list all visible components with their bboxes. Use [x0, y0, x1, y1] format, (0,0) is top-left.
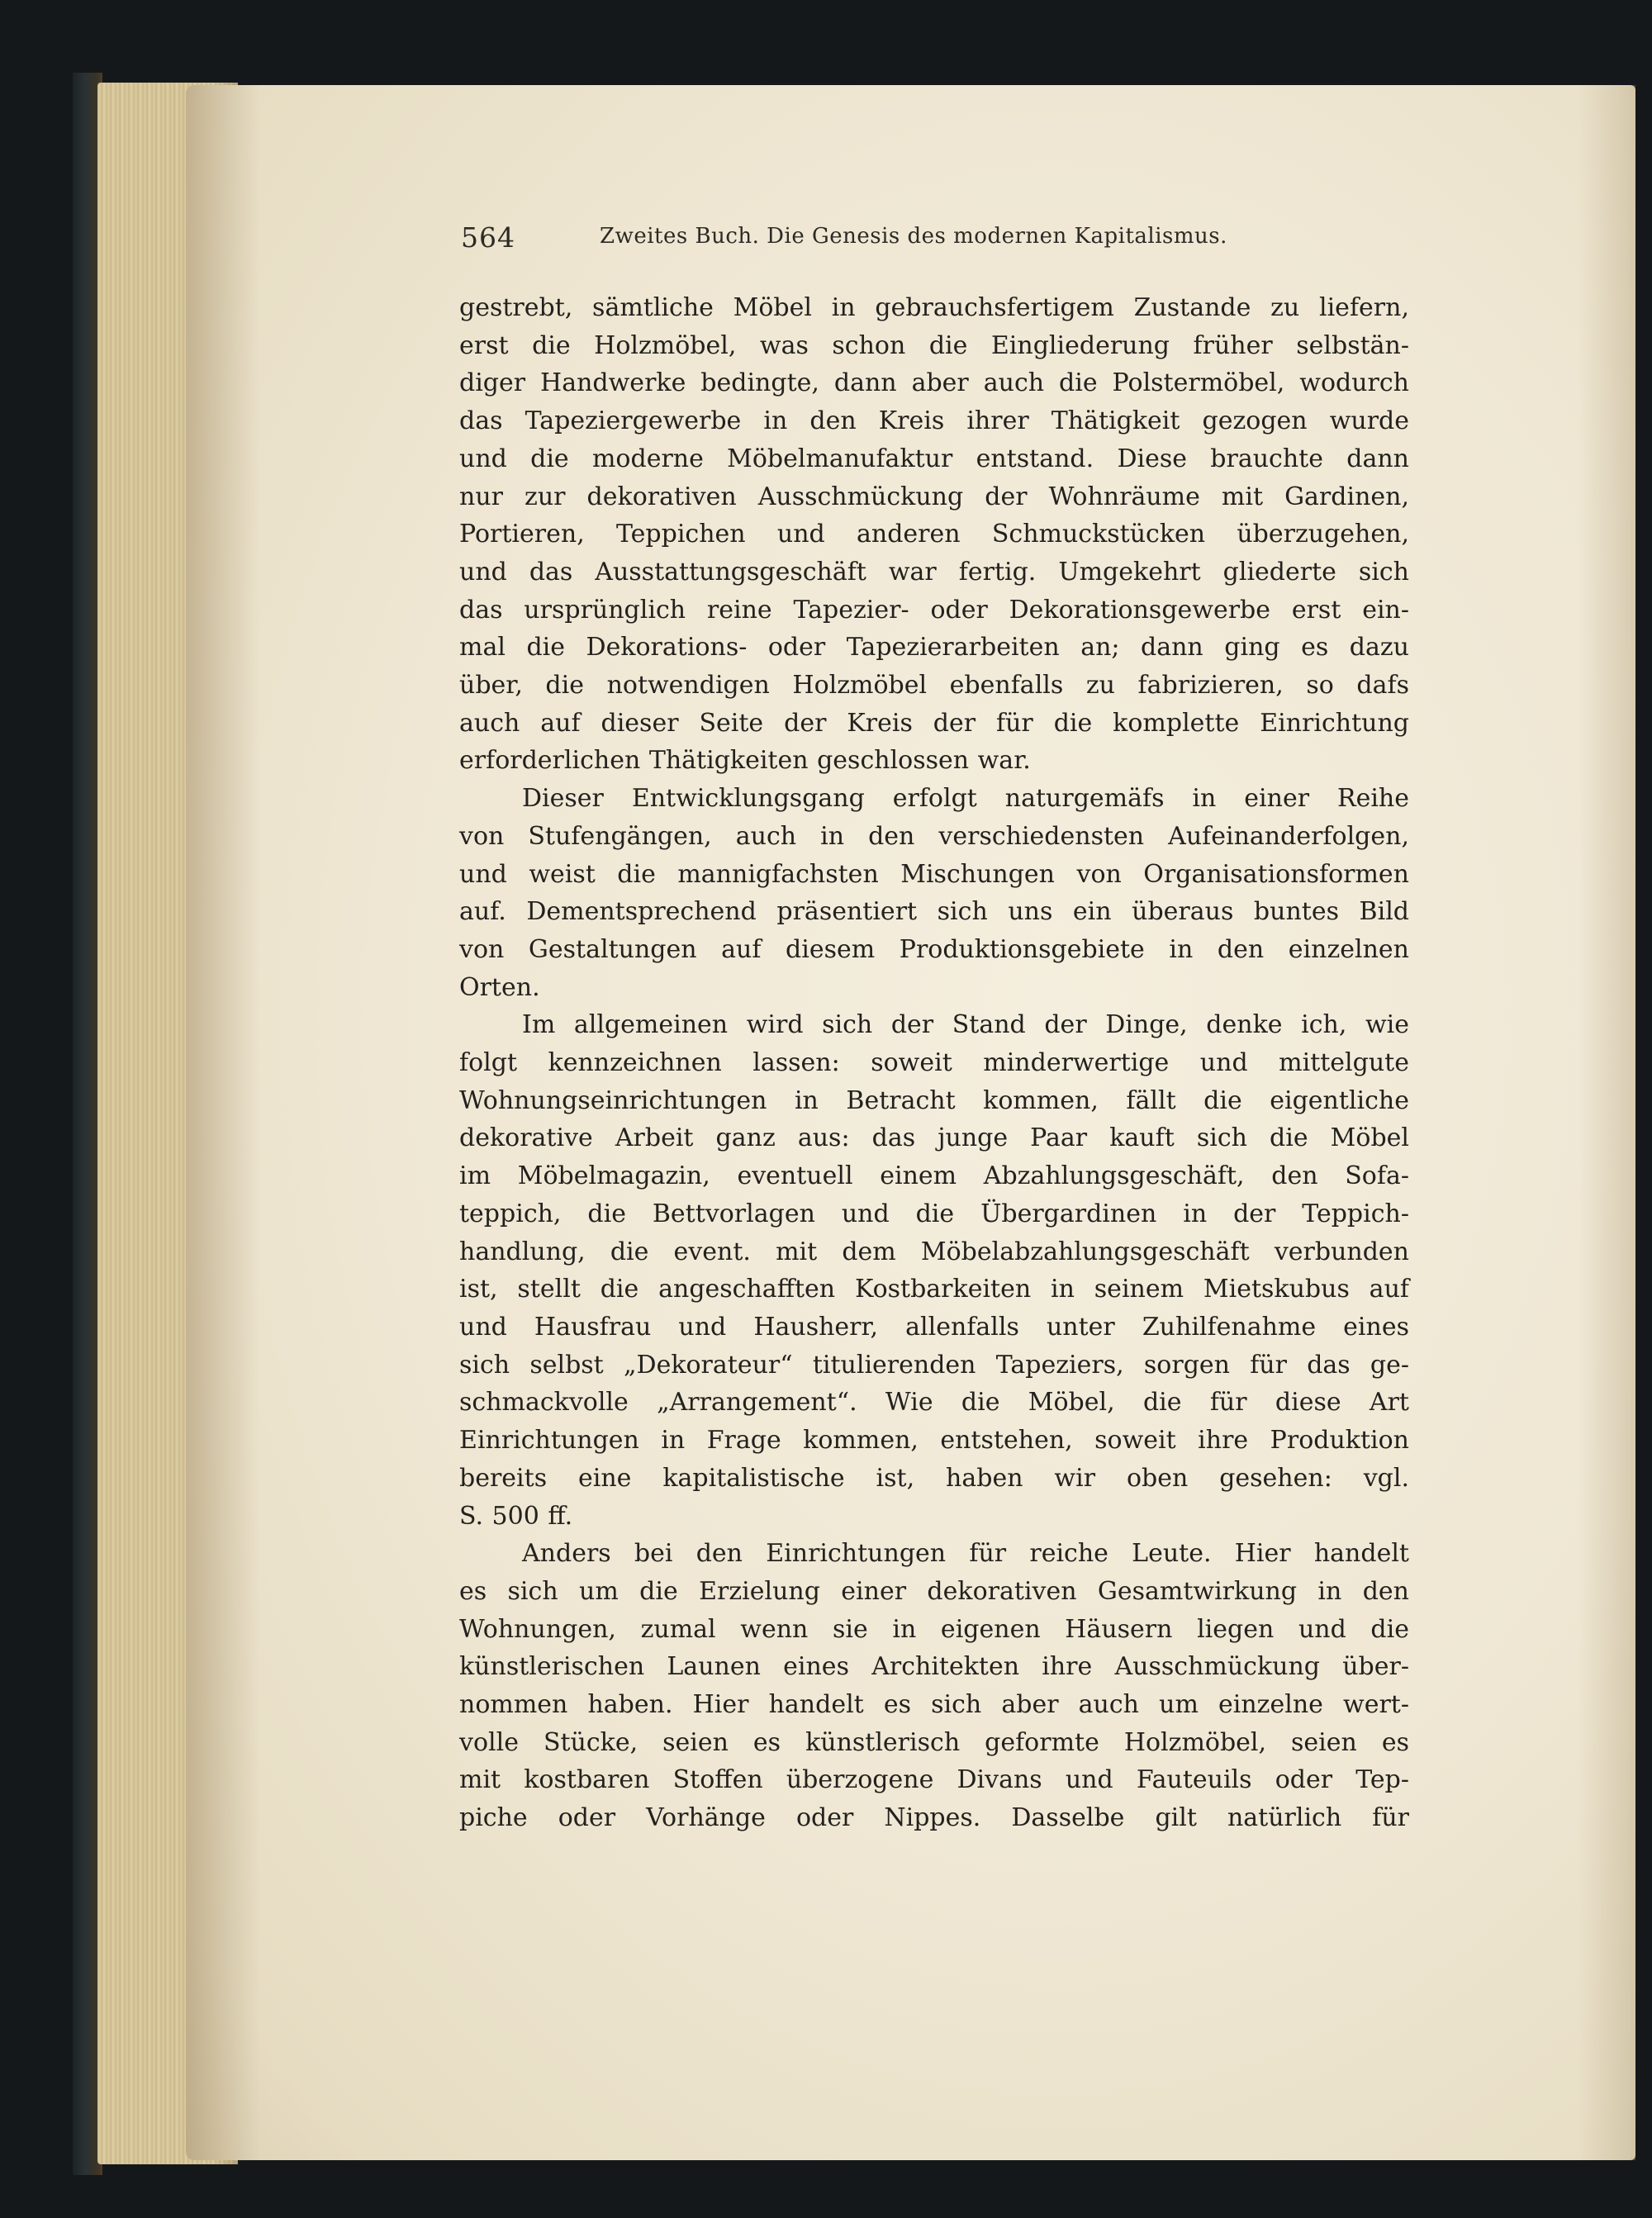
text-line: und weist die mannigfachsten Mischungen von Organisationsformen [459, 859, 1409, 889]
text-line: das ursprünglich reine Tapezier- oder Dekorationsgewerbe erst ein- [459, 595, 1409, 625]
text-line: künstlerischen Launen eines Architekten ihre Ausschmückung über- [459, 1652, 1409, 1682]
text-line: Dieser Entwicklungsgang erfolgt naturgemäfs in einer Reihe [522, 784, 1409, 814]
text-line: und Hausfrau und Hausherr, allenfalls unter Zuhilfenahme eines [459, 1312, 1409, 1342]
text-line: und das Ausstattungsgeschäft war fertig. Umgekehrt gliederte sich [459, 557, 1409, 587]
text-line: und die moderne Möbelmanufaktur entstand. Diese brauchte dann [459, 444, 1409, 473]
text-line: S. 500 ff. [459, 1501, 573, 1531]
text-line: von Gestaltungen auf diesem Produktionsgebiete in den einzelnen [459, 934, 1409, 964]
text-line: bereits eine kapitalistische ist, haben wir oben gesehen: vgl. [459, 1463, 1409, 1493]
text-line: schmackvolle „Arrangement“. Wie die Möbel, die für diese Art [459, 1388, 1409, 1418]
text-line: von Stufengängen, auch in den verschiedensten Aufeinanderfolgen, [459, 821, 1409, 851]
text-line: Wohnungen, zumal wenn sie in eigenen Häusern liegen und die [459, 1614, 1409, 1644]
text-line: sich selbst „Dekorateur“ titulierenden Tapeziers, sorgen für das ge- [459, 1350, 1409, 1380]
text-line: Wohnungseinrichtungen in Betracht kommen, fällt die eigentliche [459, 1085, 1409, 1115]
page-number: 564 [461, 221, 515, 254]
text-line: dekorative Arbeit ganz aus: das junge Paar kauft sich die Möbel [459, 1123, 1409, 1153]
text-line: nur zur dekorativen Ausschmückung der Wohnräume mit Gardinen, [459, 482, 1409, 511]
text-line: handlung, die event. mit dem Möbelabzahlungsgeschäft verbunden [459, 1237, 1409, 1266]
text-line: erst die Holzmöbel, was schon die Eingliederung früher selbstän- [459, 330, 1409, 360]
text-line: piche oder Vorhänge oder Nippes. Dasselbe gilt natürlich für [459, 1803, 1409, 1833]
page-header [461, 221, 1411, 263]
text-line: gestrebt, sämtliche Möbel in gebrauchsfertigem Zustande zu liefern, [459, 293, 1409, 322]
text-line: volle Stücke, seien es künstlerisch geformte Holzmöbel, seien es [459, 1727, 1409, 1757]
text-line: mit kostbaren Stoffen überzogene Divans und Fauteuils oder Tep- [459, 1765, 1409, 1795]
body-text [459, 289, 1409, 1837]
text-line: Orten. [459, 972, 540, 1002]
text-line: Anders bei den Einrichtungen für reiche Leute. Hier handelt [522, 1539, 1409, 1569]
text-line: diger Handwerke bedingte, dann aber auch die Polstermöbel, wodurch [459, 368, 1409, 398]
text-line: Im allgemeinen wird sich der Stand der Dinge, denke ich, wie [522, 1010, 1409, 1040]
text-line: mal die Dekorations- oder Tapezierarbeiten an; dann ging es dazu [459, 633, 1409, 663]
text-line: nommen haben. Hier handelt es sich aber auch um einzelne wert- [459, 1690, 1409, 1720]
text-line: ist, stellt die angeschafften Kostbarkeiten in seinem Mietskubus auf [459, 1275, 1409, 1304]
text-line: auf. Dementsprechend präsentiert sich uns ein überaus buntes Bild [459, 897, 1409, 927]
text-line: erforderlichen Thätigkeiten geschlossen war. [459, 746, 1031, 776]
text-line: es sich um die Erzielung einer dekorativen Gesamtwirkung in den [459, 1576, 1409, 1606]
text-line: das Tapeziergewerbe in den Kreis ihrer Thätigkeit gezogen wurde [459, 406, 1409, 436]
text-line: über, die notwendigen Holzmöbel ebenfalls zu fabrizieren, so dafs [459, 671, 1409, 701]
text-line: teppich, die Bettvorlagen und die Übergardinen in der Teppich- [459, 1199, 1409, 1228]
text-line: Einrichtungen in Frage kommen, entstehen, soweit ihre Produktion [459, 1426, 1409, 1456]
text-line: Portieren, Teppichen und anderen Schmuckstücken überzugehen, [459, 520, 1409, 549]
running-head: Zweites Buch. Die Genesis des modernen Kapitalismus. [600, 224, 1227, 249]
text-line: im Möbelmagazin, eventuell einem Abzahlungsgeschäft, den Sofa- [459, 1161, 1409, 1191]
text-line: auch auf dieser Seite der Kreis der für die komplette Einrichtung [459, 708, 1409, 738]
text-line: folgt kennzeichnen lassen: soweit minderwertige und mittelgute [459, 1048, 1409, 1078]
